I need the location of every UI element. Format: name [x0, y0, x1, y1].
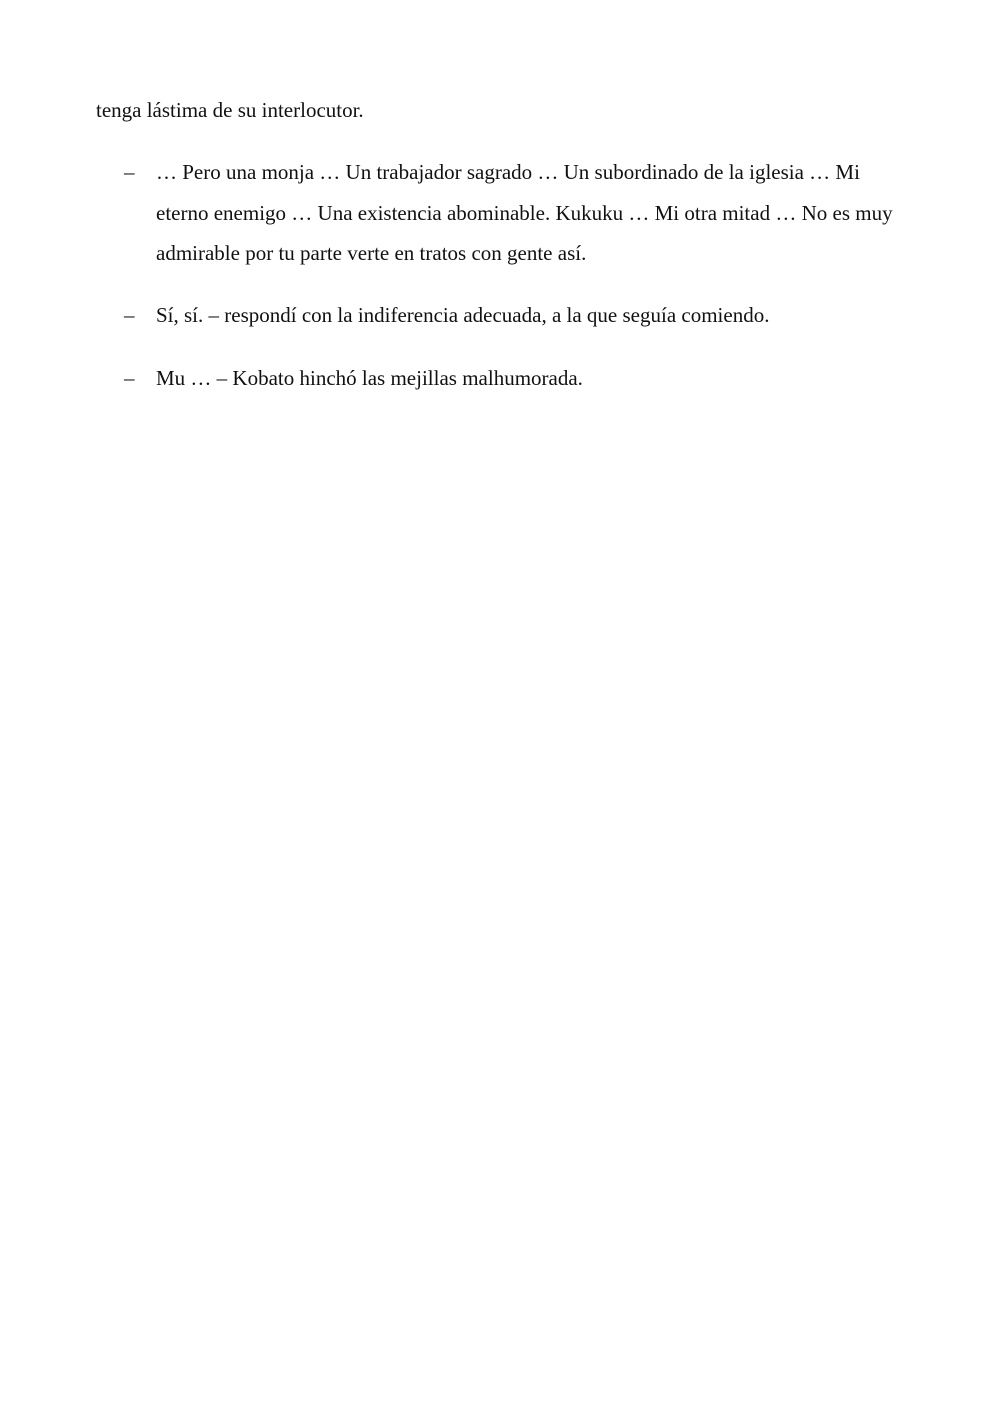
dialogue-text: Sí, sí. – respondí con la indiferencia adecuada, a la que seguía comiendo.	[156, 303, 770, 327]
dialogue-dash: –	[124, 366, 135, 390]
dialogue-dash: –	[124, 160, 135, 184]
dialogue-text: … Pero una monja … Un trabajador sagrado … Un subordinado de la iglesia … Mi eterno enemigo … Una existencia abominable. Kukuku … Mi otra mitad … No es muy admirable por tu parte verte en tratos con gente así.	[156, 160, 893, 265]
continuation-paragraph: tenga lástima de su interlocutor.	[96, 98, 364, 122]
dialogue-text: Mu … – Kobato hinchó las mejillas malhumorada.	[156, 366, 583, 390]
dialogue-dash: –	[124, 303, 135, 327]
dialogue-line	[124, 295, 894, 336]
dialogue-line	[124, 152, 894, 274]
dialogue-line	[124, 358, 894, 399]
